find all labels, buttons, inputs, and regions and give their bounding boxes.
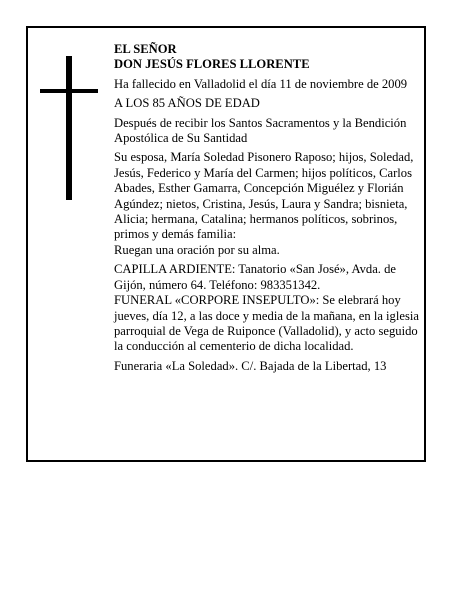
sacraments-statement: Después de recibir los Santos Sacramentos y la Bendición Apostólica de Su Santidad bbox=[114, 115, 407, 146]
funeral-home-info: Funeraria «La Soledad». C/. Bajada de la Libertad, 13 bbox=[114, 358, 387, 373]
family-list: Su esposa, María Soledad Pisonero Raposo; hijos, Soledad, Jesús, Federico y María del Carmen; hijos políticos, Carlos Abades, Esther Gamarra, Concepción Miguélez y Florián Agúndez; nietos, Cristina, Jesús, Laura y Sandra; bisnieta, Alicia; hermana, Catalina; hermanos políticos, sobrinos, primos y demás familia: bbox=[114, 150, 414, 242]
death-statement: Ha fallecido en Valladolid el día 11 de noviembre de 2009 bbox=[114, 76, 408, 91]
cross-icon bbox=[66, 56, 72, 200]
prayer-request: Ruegan una oración por su alma. bbox=[114, 242, 280, 257]
funeral-info: FUNERAL «CORPORE INSEPULTO»: Se elebrará hoy jueves, día 12, a las doce y media de la mañana, en la iglesia parroquial de Vega de Ruiponce (Valladolid), y acto seguido la conducción al cementerio de dicha localidad. bbox=[114, 293, 419, 354]
chapel-info: CAPILLA ARDIENTE: Tanatorio «San José», Avda. de Gijón, número 64. Teléfono: 983351342. bbox=[114, 262, 396, 292]
deceased-name: DON JESÚS FLORES LLORENTE bbox=[114, 57, 310, 72]
title-line: EL SEÑOR bbox=[114, 42, 177, 56]
cross-icon-bar bbox=[40, 89, 98, 93]
obituary-notice bbox=[26, 26, 426, 462]
age-statement: A LOS 85 AÑOS DE EDAD bbox=[114, 96, 260, 111]
obituary-text bbox=[114, 42, 426, 378]
